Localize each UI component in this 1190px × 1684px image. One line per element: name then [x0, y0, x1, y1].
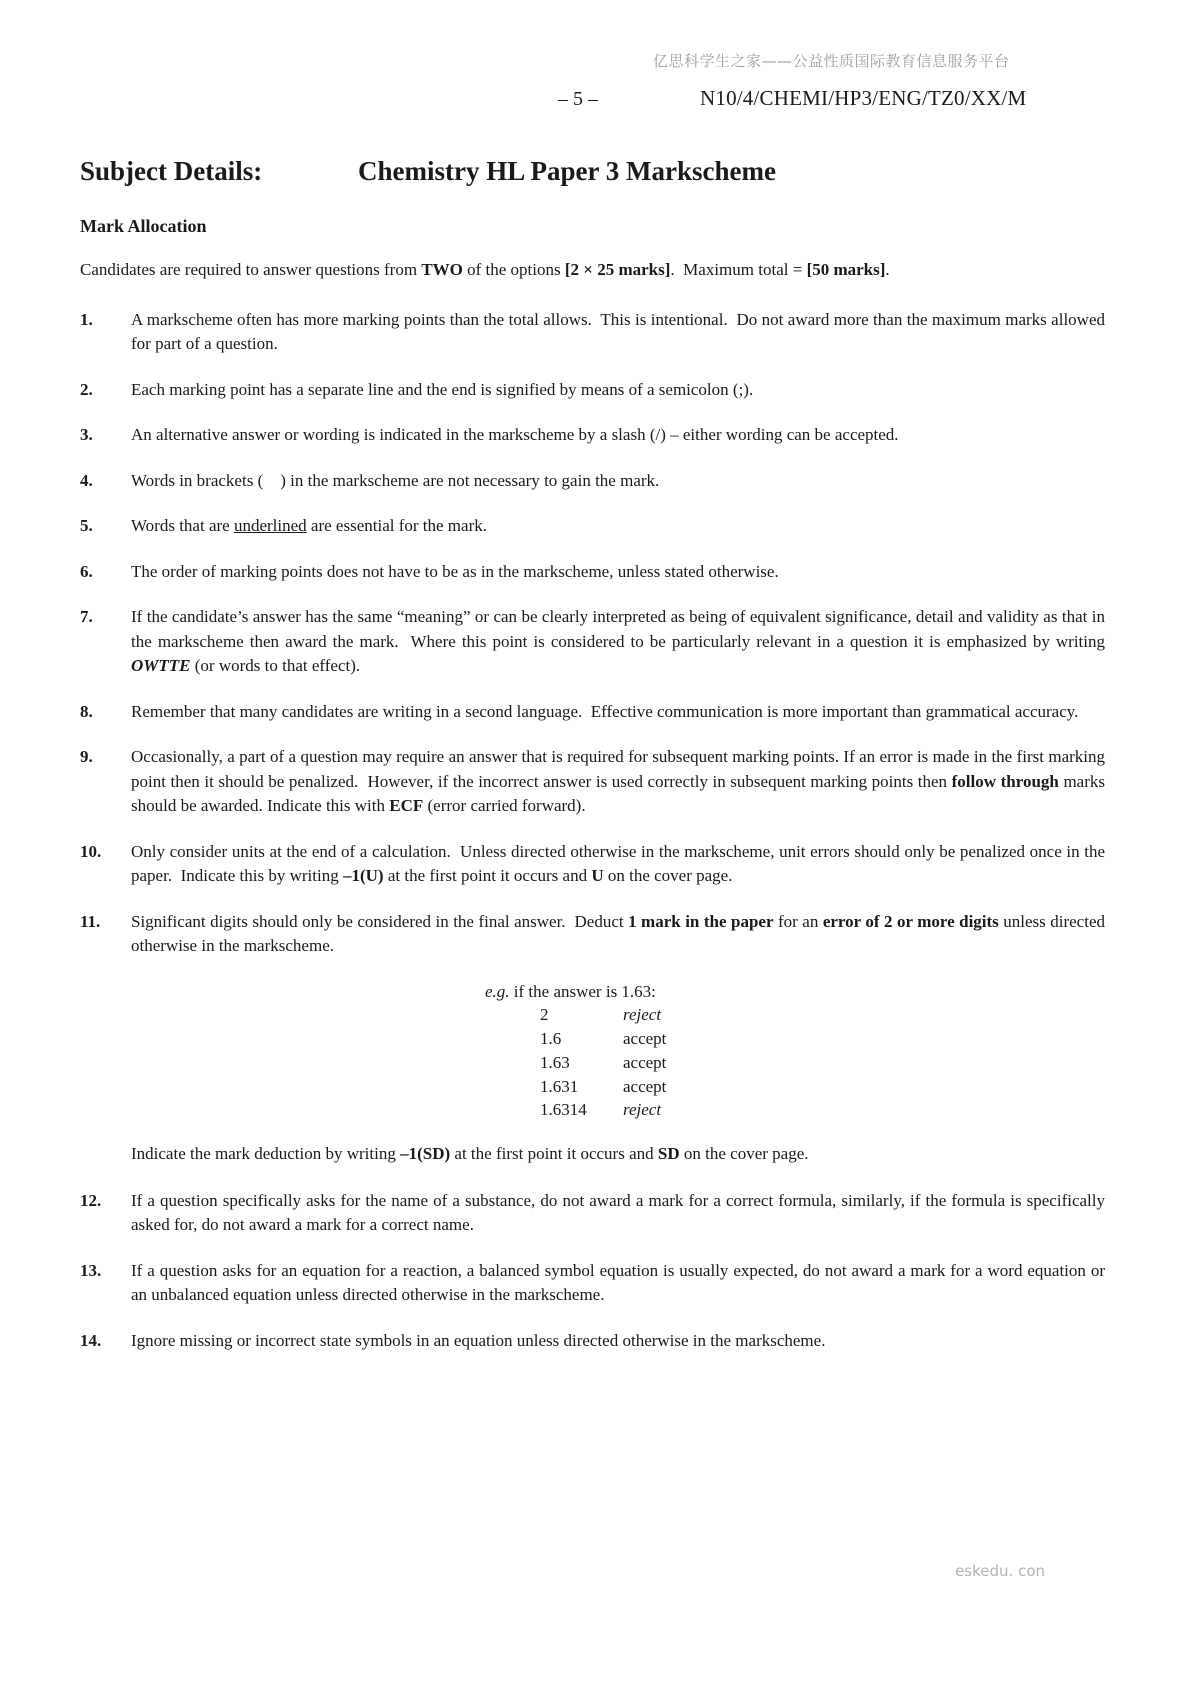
list-item: [80, 700, 1105, 725]
sig-fig-example: [485, 980, 1105, 1123]
example-verdict: accept: [623, 1076, 667, 1096]
item-number: 1.: [80, 309, 93, 329]
item-text: Significant digits should only be considered in the final answer. Deduct 1 mark in the paper for an error of 2 or more digits unless directed otherwise in the markscheme.: [131, 911, 1105, 955]
item-text: Occasionally, a part of a question may require an answer that is required for subsequent marking points. If an error is made in the first marking point then it should be penalized. However, if the incorrect answer is used correctly in subsequent marking points then follow through marks should be awarded. Indicate this with ECF (error carried forward).: [131, 747, 1105, 815]
page-title: [80, 156, 1105, 187]
example-row: [485, 1051, 1105, 1075]
item-number: 12.: [80, 1190, 102, 1210]
section-heading: Mark Allocation: [80, 216, 207, 236]
page-number: – 5 –: [558, 88, 598, 110]
watermark: eskedu. con: [955, 1562, 1045, 1580]
item-number: 7.: [80, 607, 93, 626]
numbered-list: [80, 308, 1105, 1354]
item-number: 3.: [80, 425, 93, 444]
list-item: [80, 605, 1105, 679]
item-number: 14.: [80, 1330, 102, 1350]
page-title-text: Chemistry HL Paper 3 Markscheme: [358, 156, 776, 186]
example-value: 1.63: [540, 1052, 570, 1072]
example-value: 1.6: [540, 1029, 562, 1049]
page-title-label: Subject Details:: [80, 156, 263, 186]
item-text: Ignore missing or incorrect state symbols in an equation unless directed otherwise in the markscheme.: [131, 1330, 826, 1350]
example-row: [485, 1027, 1105, 1051]
item-text: An alternative answer or wording is indicated in the markscheme by a slash (/) – either wording can be accepted.: [131, 425, 899, 444]
example-value: 1.631: [540, 1076, 579, 1096]
list-item: [80, 560, 1105, 585]
list-item: [80, 840, 1105, 889]
list-item: [80, 469, 1105, 494]
example-row: [485, 1098, 1105, 1122]
item-text: Each marking point has a separate line and the end is signified by means of a semicolon (;).: [131, 379, 754, 399]
item-number: 10.: [80, 841, 102, 861]
example-verdict: accept: [623, 1029, 667, 1049]
list-item: [80, 910, 1105, 959]
item-text: Words in brackets ( ) in the markscheme are not necessary to gain the mark.: [131, 470, 660, 490]
list-item: [80, 1259, 1105, 1308]
example-eg-label: e.g.: [485, 981, 510, 1001]
item-number: 4.: [80, 470, 93, 490]
example-intro-text: if the answer is 1.63:: [509, 981, 656, 1001]
sd-deduction-note: Indicate the mark deduction by writing –1(SD) at the first point it occurs and SD on the cover page.: [131, 1144, 809, 1164]
example-verdict: reject: [623, 1005, 662, 1025]
item-number: 13.: [80, 1260, 102, 1280]
item-text: The order of marking points does not have to be as in the markscheme, unless stated otherwise.: [131, 561, 779, 581]
list-item: [80, 308, 1105, 357]
item-number: 11.: [80, 911, 101, 931]
item-text: Remember that many candidates are writing in a second language. Effective communication is more important than grammatical accuracy.: [131, 701, 1079, 721]
example-row: [485, 1003, 1105, 1027]
item-number: 6.: [80, 561, 93, 581]
item-number: 9.: [80, 747, 93, 766]
item-text: Words that are underlined are essential for the mark.: [131, 516, 487, 535]
example-row: [485, 1075, 1105, 1099]
list-item: [80, 745, 1105, 819]
example-value: 1.6314: [540, 1100, 587, 1120]
intro-paragraph: Candidates are required to answer questions from TWO of the options [2 × 25 marks]. Maximum total = [50 marks].: [80, 260, 890, 279]
list-item: [80, 423, 1105, 448]
site-banner: 亿思科学生之家——公益性质国际教育信息服务平台: [653, 52, 1010, 70]
item-text: A markscheme often has more marking points than the total allows. This is intentional. Do not award more than the maximum marks allowed for part of a question.: [131, 309, 1105, 353]
item-text: If a question specifically asks for the name of a substance, do not award a mark for a correct formula, similarly, if the formula is specifically asked for, do not award a mark for a correct name.: [131, 1190, 1105, 1235]
list-item: [80, 514, 1105, 539]
list-item: [80, 1329, 1105, 1354]
example-verdict: accept: [623, 1052, 667, 1072]
example-value: 2: [540, 1005, 549, 1025]
item-number: 2.: [80, 379, 93, 399]
list-item: [80, 378, 1105, 403]
paper-code: N10/4/CHEMI/HP3/ENG/TZ0/XX/M: [700, 86, 1027, 110]
item-text: Only consider units at the end of a calculation. Unless directed otherwise in the markscheme, unit errors should only be penalized once in the paper. Indicate this by writing –1(U) at the first point it occurs and U on the cover page.: [131, 841, 1105, 885]
item-number: 8.: [80, 701, 93, 721]
item-text: If the candidate’s answer has the same “meaning” or can be clearly interpreted as being of equivalent significance, detail and validity as that in the markscheme then award the mark. Where this point is considered to be particularly relevant in a question it is emphasized by writing OWTTE (or words to that effect).: [131, 607, 1105, 675]
example-intro: [485, 980, 1105, 1004]
item-number: 5.: [80, 516, 93, 535]
list-item: [80, 1189, 1105, 1238]
item-text: If a question asks for an equation for a reaction, a balanced symbol equation is usually expected, do not award a mark for a word equation or an unbalanced equation unless directed otherwise in the markscheme.: [131, 1260, 1105, 1305]
example-verdict: reject: [623, 1100, 662, 1120]
